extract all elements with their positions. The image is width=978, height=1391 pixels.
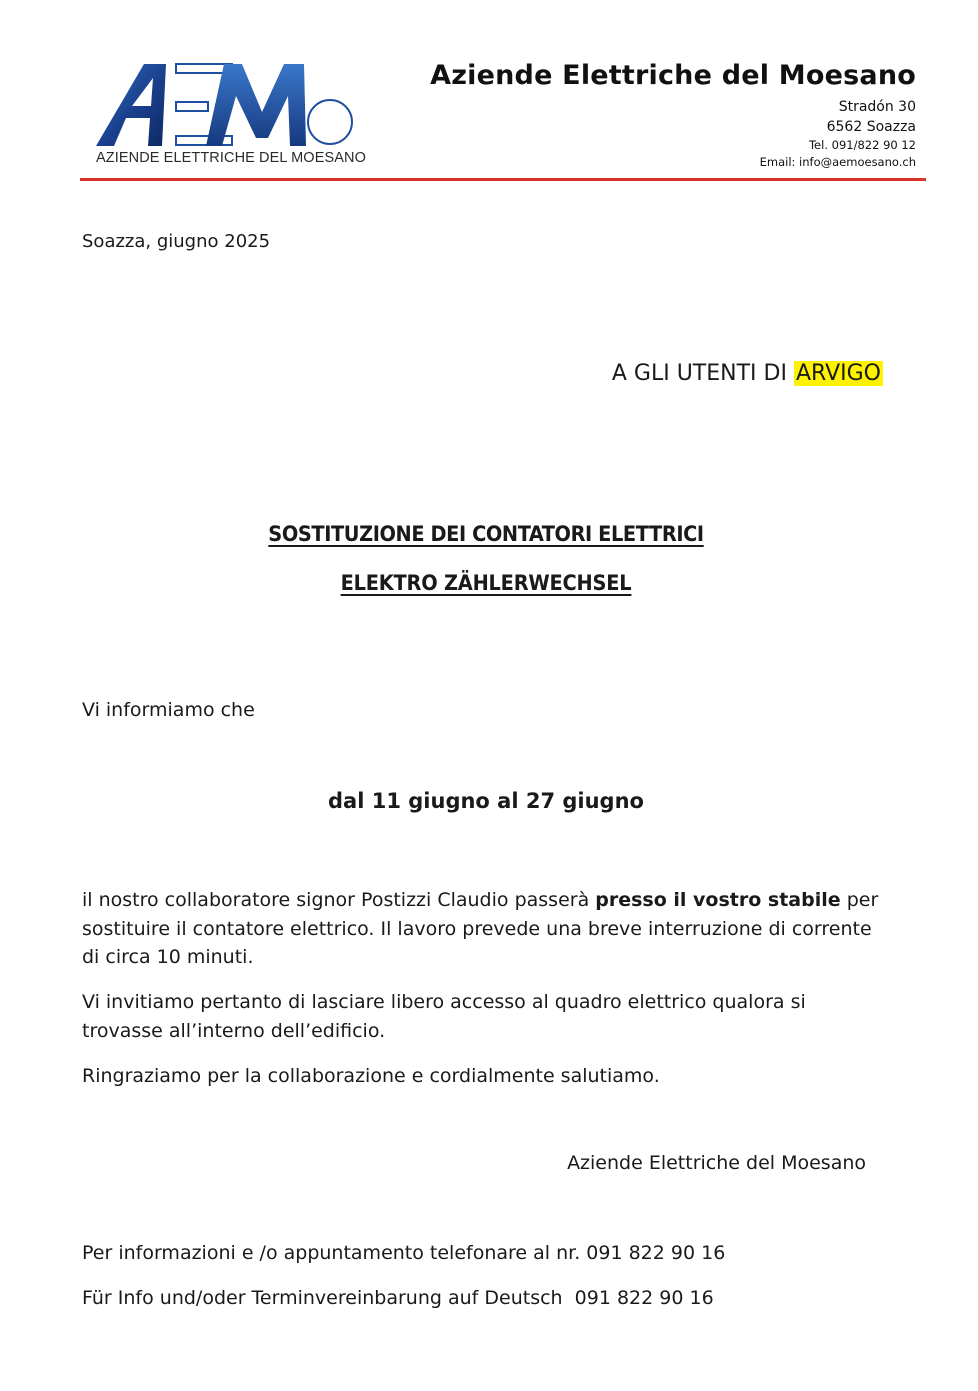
company-name: Aziende Elettriche del Moesano [430, 60, 916, 91]
address-street: Stradón 30 [838, 99, 916, 115]
place-date: Soazza, giugno 2025 [82, 231, 271, 252]
recipient-place-highlighted: ARVIGO [795, 361, 881, 386]
paragraph-replacement [82, 886, 892, 972]
aem-logo [96, 62, 366, 172]
para1-bold-text: presso il vostro stabile [595, 889, 841, 911]
logo-caption: AZIENDE ELETTRICHE DEL MOESANO [96, 150, 366, 166]
company-address-block [430, 60, 916, 171]
aem-logo-graphic [96, 62, 358, 150]
intro-text: Vi informiamo che [82, 699, 255, 721]
info-italian: Per informazioni e /o appuntamento telefonare al nr. 091 822 90 16 [82, 1242, 726, 1264]
paragraph-thanks: Ringraziamo per la collaborazione e cordialmente salutiamo. [82, 1065, 660, 1087]
email-address: Email: info@aemoesano.ch [759, 155, 916, 169]
title-italian: SOSTITUZIONE DEI CONTATORI ELETTRICI [268, 522, 704, 547]
period-dates: dal 11 giugno al 27 giugno [328, 789, 644, 813]
para1-text-after: per sostituire il contatore elettrico. Il lavoro prevede una breve interruzione di corrente di circa 10 minuti. [82, 889, 879, 968]
address-city: 6562 Soazza [826, 119, 916, 135]
title-german: ELEKTRO ZÄHLERWECHSEL [340, 571, 632, 596]
header-divider [80, 178, 926, 181]
signature: Aziende Elettriche del Moesano [567, 1152, 866, 1174]
recipient-prefix: A GLI UTENTI DI [611, 361, 794, 386]
para1-text-before: il nostro collaboratore signor Postizzi Claudio passerà [82, 889, 596, 911]
info-german: Für Info und/oder Terminvereinbarung auf Deutsch 091 822 90 16 [82, 1287, 714, 1309]
paragraph-access: Vi invitiamo pertanto di lasciare libero accesso al quadro elettrico qualora si trovasse all’interno dell’edificio. [82, 991, 806, 1042]
phone-number: Tel. 091/822 90 12 [808, 138, 916, 152]
recipient-line [612, 361, 883, 386]
